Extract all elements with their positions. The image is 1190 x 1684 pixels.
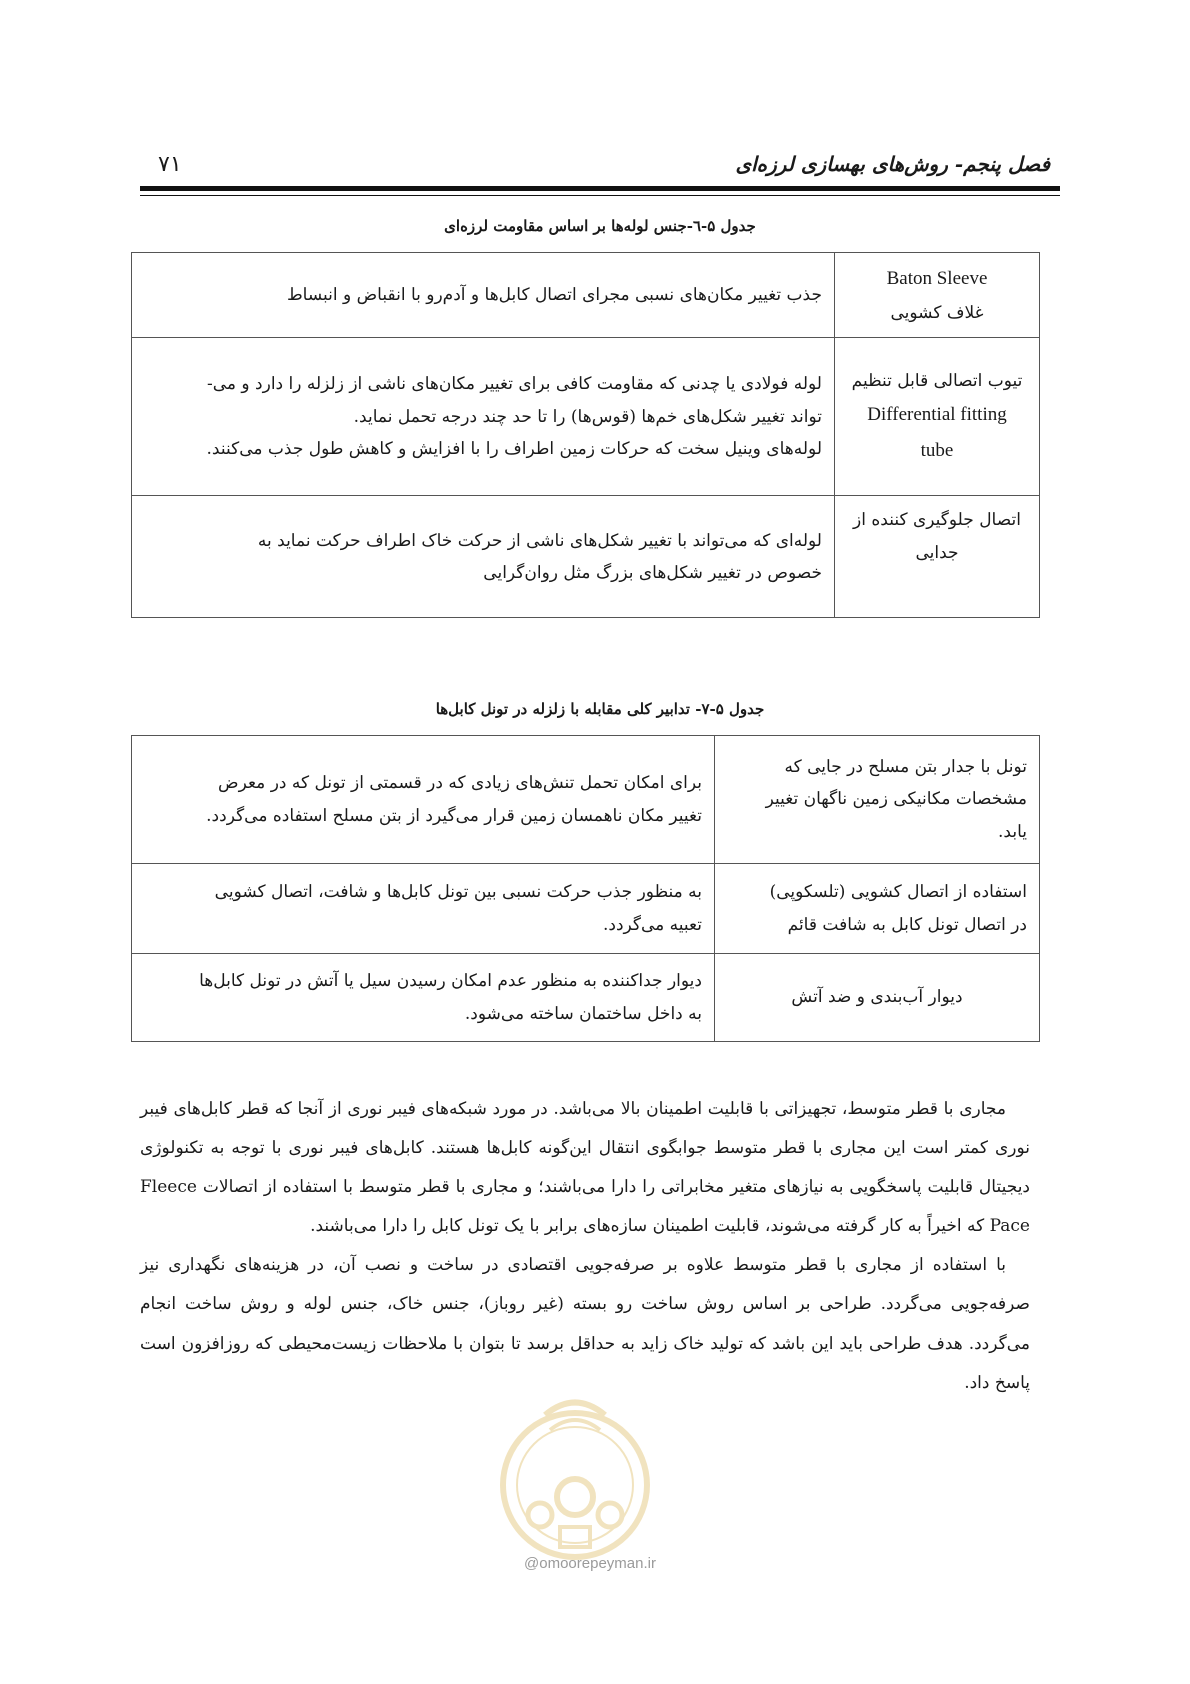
page-header [140,148,1060,188]
table2-row1-name: تونل با جدار بتن مسلح در جایی که مشخصات مکانیکی زمین ناگهان تغییر یابد. [715,736,1040,864]
table2-row3-name: دیوار آب‌بندی و ضد آتش [715,954,1040,1042]
paragraph-1: مجاری با قطر متوسط، تجهیزاتی با قابلیت اطمینان بالا می‌باشد. در مورد شبکه‌های فیبر نوری از آنجا که قطر کابل‌های فیبر نوری کمتر است این مجاری با قطر متوسط جوابگوی انتقال این‌گونه کابل‌ها هستند. کابل‌های فیبر نوری با توجه به تکنولوژی دیجیتال قابلیت پاسخگویی به نیازهای متغیر مخابراتی را دارا می‌باشند؛ و مجاری با قطر متوسط با استفاده از اتصالات Fleece Pace که اخیراً به کار گرفته می‌شوند، قابلیت اطمینان سازه‌های برابر با یک تونل کابل را دارا می‌باشند. [140,1099,1030,1237]
table-row [132,954,1040,1042]
watermark-url: @omoorepeyman.ir [524,1555,656,1572]
page-number: ۷۱ [158,152,182,177]
table1-row2-desc: لوله فولادی یا چدنی که مقاومت کافی برای تغییر مکان‌های ناشی از زلزله را دارد و می- تواند تغییر شکل‌های خم‌ها (قوس‌ها) را تا حد چند درجه تحمل نماید. لوله‌های وینیل سخت که حرکات زمین اطراف را با افزایش و کاهش طول جذب می‌کنند. [132,338,835,496]
table1-row1-desc: جذب تغییر مکان‌های نسبی مجرای اتصال کابل‌ها و آدم‌رو با انقباض و انبساط [132,253,835,338]
table1-row2-name: تیوب اتصالی قابل تنظیم Differential fitting tube [835,338,1040,496]
table1-caption: جدول ۵-٦-جنس لوله‌ها بر اساس مقاومت لرزه‌ای [444,217,756,235]
seal-logo-icon [490,1385,660,1575]
header-rule-thick [140,186,1060,191]
table-row [132,864,1040,954]
paragraph-2: با استفاده از مجاری با قطر متوسط علاوه بر صرفه‌جویی اقتصادی در ساخت و نصب آن، در هزینه‌های نگهداری نیز صرفه‌جویی می‌گردد. طراحی بر اساس روش ساخت رو بسته (غیر روباز)، جنس خاک، جنس لوله و روش ساخت انجام می‌گردد. هدف طراحی باید این باشد که تولید خاک زاید به حداقل برسد تا بتوان با ملاحظات زیست‌محیطی که روزافزون است پاسخ داد. [140,1255,1030,1393]
table-row [132,253,1040,338]
table2 [131,735,1040,1042]
table1-row1-name: Baton Sleeve غلاف کشویی [835,253,1040,338]
header-rule-thin [140,195,1060,196]
table1-row3-desc: لوله‌ای که می‌تواند با تغییر شکل‌های ناشی از حرکت خاک اطراف حرکت نماید به خصوص در تغییر شکل‌های بزرگ مثل روان‌گرایی [132,496,835,618]
body-text [140,1090,1030,1403]
table-row [132,736,1040,864]
table1-row3-name: اتصال جلوگیری کننده از جدایی [835,496,1040,618]
table-row [132,496,1040,618]
table1 [131,252,1040,618]
chapter-title: فصل پنجم- روش‌های بهسازی لرزه‌ای [735,152,1050,176]
table2-row2-desc: به منظور جذب حرکت نسبی بین تونل کابل‌ها و شافت، اتصال کشویی تعبیه می‌گردد. [132,864,715,954]
table2-row2-name: استفاده از اتصال کشویی (تلسکوپی) در اتصال تونل کابل به شافت قائم [715,864,1040,954]
table2-row3-desc: دیوار جداکننده به منظور عدم امکان رسیدن سیل یا آتش در تونل کابل‌ها به داخل ساختمان ساخته می‌شود. [132,954,715,1042]
table2-caption: جدول ۵-۷- تدابیر کلی مقابله با زلزله در تونل کابل‌ها [435,700,765,718]
table2-row1-desc: برای امکان تحمل تنش‌های زیادی که در قسمتی از تونل که در معرض تغییر مکان ناهمسان زمین قرار می‌گیرد از بتن مسلح استفاده می‌گردد. [132,736,715,864]
table-row [132,338,1040,496]
